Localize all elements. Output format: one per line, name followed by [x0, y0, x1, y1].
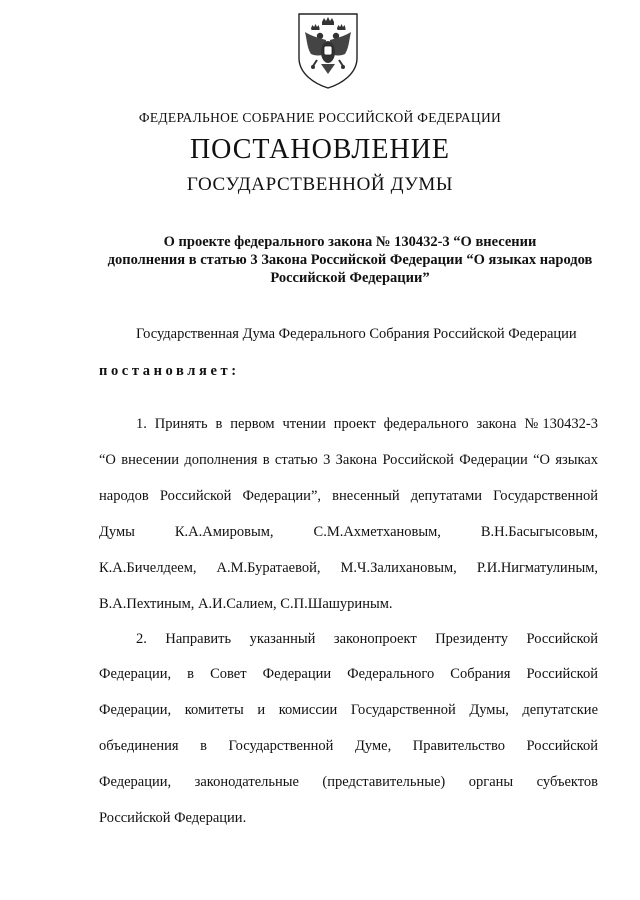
issuing-body: ГОСУДАРСТВЕННОЙ ДУМЫ: [186, 174, 454, 195]
item1-line: 1. Принять в первом чтении проект федерального закона №130432-3: [136, 416, 598, 432]
org-name: ФЕДЕРАЛЬНОЕ СОБРАНИЕ РОССИЙСКОЙ ФЕДЕРАЦИИ: [138, 110, 502, 125]
subject-line: Российской Федерации”: [270, 270, 430, 286]
russian-coat-of-arms-icon: [293, 10, 363, 90]
subject-line: О проекте федерального закона № 130432-3 “О внесении: [163, 234, 537, 250]
item1-line: народов Российской Федерации”, внесенный депутатами Государственной: [99, 488, 598, 504]
item1-line: “О внесении дополнения в статью 3 Закона Российской Федерации “О языках: [99, 452, 598, 468]
item2-line: Федерации, в Совет Федерации Федерального Собрания Российской: [99, 666, 598, 682]
item1-line: К.А.Бичелдеем, А.М.Буратаевой, М.Ч.Залихановым, Р.И.Нигматулиным,: [99, 560, 598, 576]
item1-line: Думы К.А.Амировым, С.М.Ахметхановым, В.Н.Басыгысовым,: [99, 524, 598, 540]
subject-line: дополнения в статью 3 Закона Российской Федерации “О языках народов: [107, 252, 593, 268]
item2-line: Федерации, комитеты и комиссии Государственной Думы, депутатские: [99, 702, 598, 718]
document-type-title: ПОСТАНОВЛЕНИЕ: [189, 134, 451, 165]
document-subject: [96, 233, 604, 287]
item2-line: Российской Федерации.: [99, 810, 247, 826]
decree-word: постановляет:: [99, 363, 240, 379]
item1-line: В.А.Пехтиным, А.И.Салием, С.П.Шашуриным.: [99, 596, 393, 612]
coat-of-arms-emblem: [293, 10, 363, 90]
item2-line: Федерации, законодательные (представительные) органы субъектов: [99, 774, 598, 790]
preamble: Государственная Дума Федерального Собрания Российской Федерации: [136, 326, 577, 342]
item2-line: объединения в Государственной Думе, Правительство Российской: [99, 738, 598, 754]
item2-line: 2. Направить указанный законопроект Президенту Российской: [136, 631, 598, 647]
